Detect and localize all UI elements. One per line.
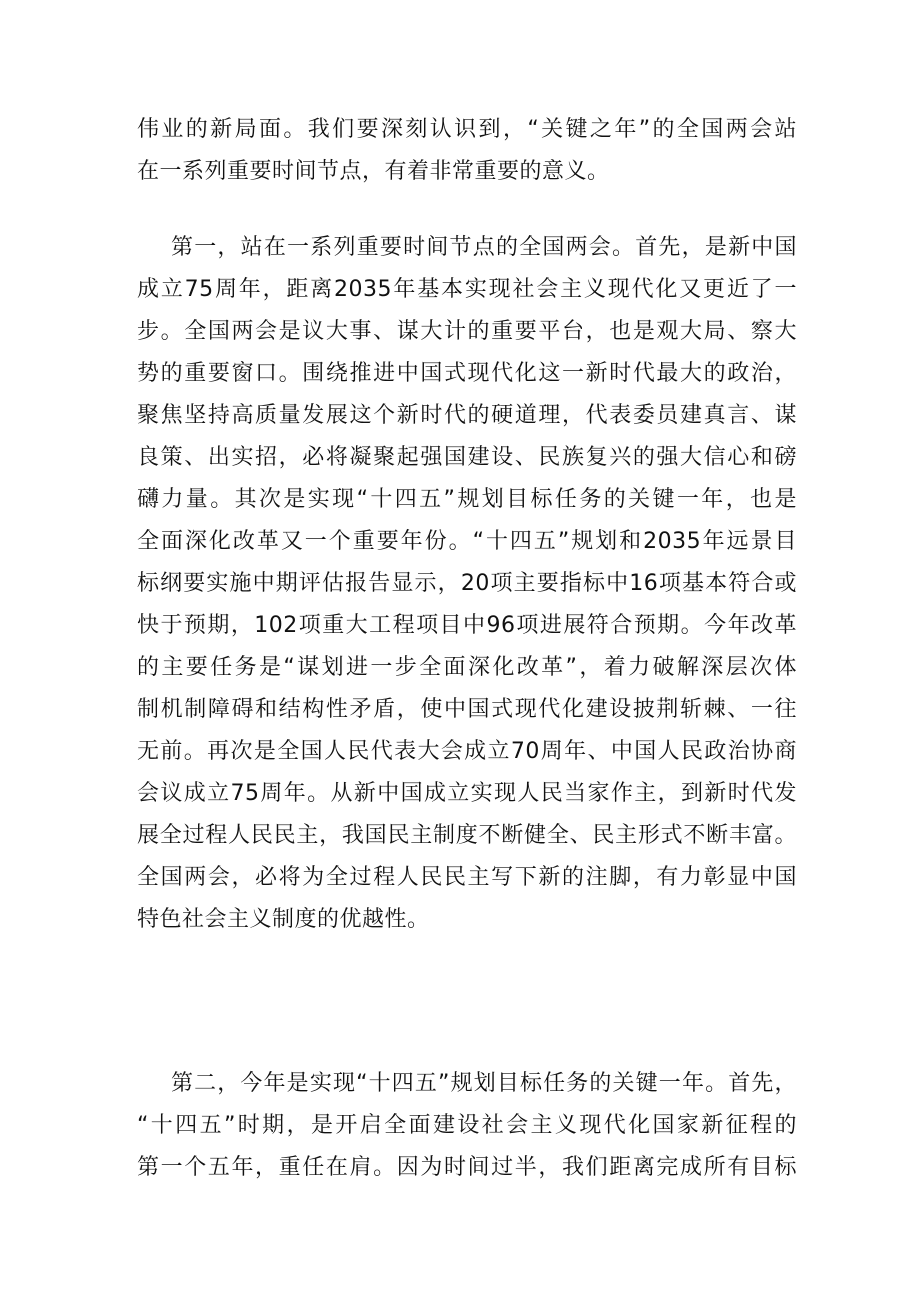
text-line: 第一个五年，重任在肩。因为时间过半，我们距离完成所有目标 xyxy=(137,1155,797,1180)
paragraph-1 xyxy=(137,109,797,193)
text-line: 聚焦坚持高质量发展这个新时代的硬道理，代表委员建真言、谋 xyxy=(137,403,797,428)
text-line: 全面深化改革又一个重要年份。“十四五”规划和2035年远景目 xyxy=(137,529,797,554)
text-line: 良策、出实招，必将凝聚起强国建设、民族复兴的强大信心和磅 xyxy=(137,445,797,470)
text-line: 在一系列重要时间节点，有着非常重要的意义。 xyxy=(137,159,610,184)
text-line: “十四五”时期，是开启全面建设社会主义现代化国家新征程的 xyxy=(137,1113,797,1138)
text-line: 会议成立75周年。从新中国成立实现人民当家作主，到新时代发 xyxy=(137,781,797,806)
text-line: 无前。再次是全国人民代表大会成立70周年、中国人民政治协商 xyxy=(137,739,797,764)
paragraph-2 xyxy=(137,227,797,941)
text-line: 第一，站在一系列重要时间节点的全国两会。首先，是新中国 xyxy=(171,235,797,260)
text-line: 步。全国两会是议大事、谋大计的重要平台，也是观大局、察大 xyxy=(137,319,797,344)
paragraph-3 xyxy=(137,1063,797,1189)
text-line: 伟业的新局面。我们要深刻认识到，“关键之年”的全国两会站 xyxy=(137,117,798,142)
text-line: 全国两会，必将为全过程人民民主写下新的注脚，有力彰显中国 xyxy=(137,865,797,890)
text-line: 礴力量。其次是实现“十四五”规划目标任务的关键一年，也是 xyxy=(137,487,798,512)
text-line: 的主要任务是“谋划进一步全面深化改革”，着力破解深层次体 xyxy=(137,655,798,680)
text-line: 势的重要窗口。围绕推进中国式现代化这一新时代最大的政治， xyxy=(137,361,797,386)
text-line: 特色社会主义制度的优越性。 xyxy=(137,907,430,932)
text-line: 制机制障碍和结构性矛盾，使中国式现代化建设披荆斩棘、一往 xyxy=(137,697,797,722)
text-line: 标纲要实施中期评估报告显示，20项主要指标中16项基本符合或 xyxy=(137,571,797,596)
text-line: 成立75周年，距离2035年基本实现社会主义现代化又更近了一 xyxy=(137,277,797,302)
text-line: 第二，今年是实现“十四五”规划目标任务的关键一年。首先， xyxy=(171,1071,797,1096)
text-line: 快于预期，102项重大工程项目中96项进展符合预期。今年改革 xyxy=(137,613,797,638)
text-line: 展全过程人民民主，我国民主制度不断健全、民主形式不断丰富。 xyxy=(137,823,797,848)
